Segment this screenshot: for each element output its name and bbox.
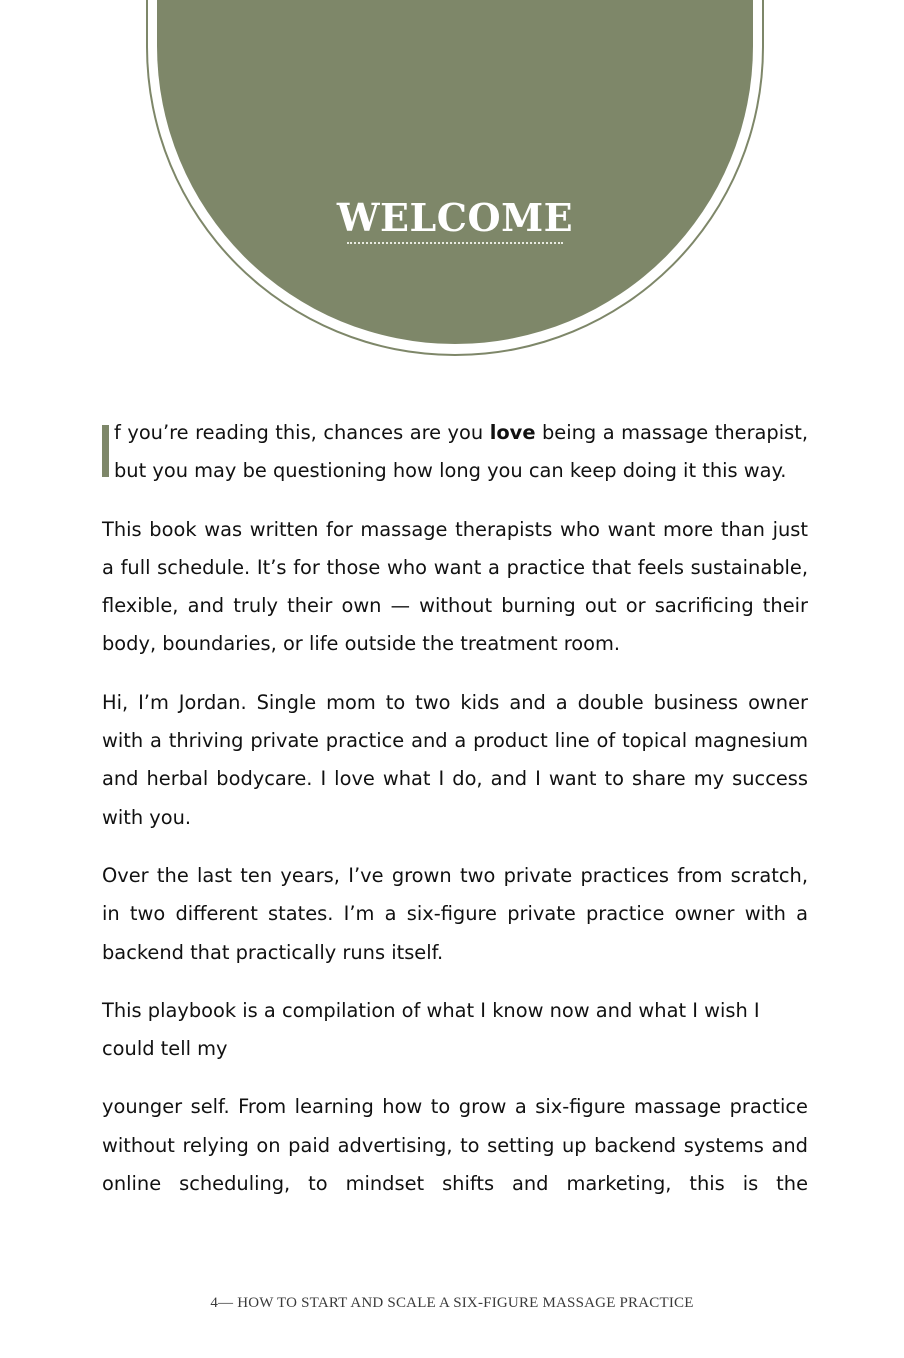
paragraph-continuation: younger self. From learning how to grow a six-figure massage practice without relying on paid advertising, to setting up backend systems and online scheduling, to mindset shifts and marketing, this is the [102,1095,808,1196]
paragraph-about-author: Hi, I’m Jordan. Single mom to two kids and a double business owner with a thriving private practice and a product line of topical magnesium and herbal bodycare. I love what I do, and I want to share my success with you. [102,690,808,829]
dropcap-bar [102,425,109,477]
paragraph-playbook: This playbook is a compilation of what I know now and what I wish I could tell my [102,998,760,1061]
title-underline [347,242,563,244]
body-text [102,414,808,1223]
page-footer: 4— HOW TO START AND SCALE A SIX-FIGURE MASSAGE PRACTICE [210,1295,694,1311]
intro-bold-word: love [489,421,536,444]
paragraph-experience: Over the last ten years, I’ve grown two private practices from scratch, in two different states. I’m a six-figure private practice owner with a backend that practically runs itself. [102,863,808,964]
welcome-arch [157,0,753,344]
intro-paragraph [102,414,808,491]
intro-text-start: f you’re reading this, chances are you [114,421,490,444]
page-title: WELCOME [336,195,574,240]
intro-text-end: being a massage therapist, but you may be questioning how long you can keep doing it this way. [114,421,808,483]
paragraph-audience: This book was written for massage therapists who want more than just a full schedule. It’s for those who want a practice that feels sustainable, flexible, and truly their own — without burning out or sacrificing their body, boundaries, or life outside the treatment room. [102,517,808,656]
